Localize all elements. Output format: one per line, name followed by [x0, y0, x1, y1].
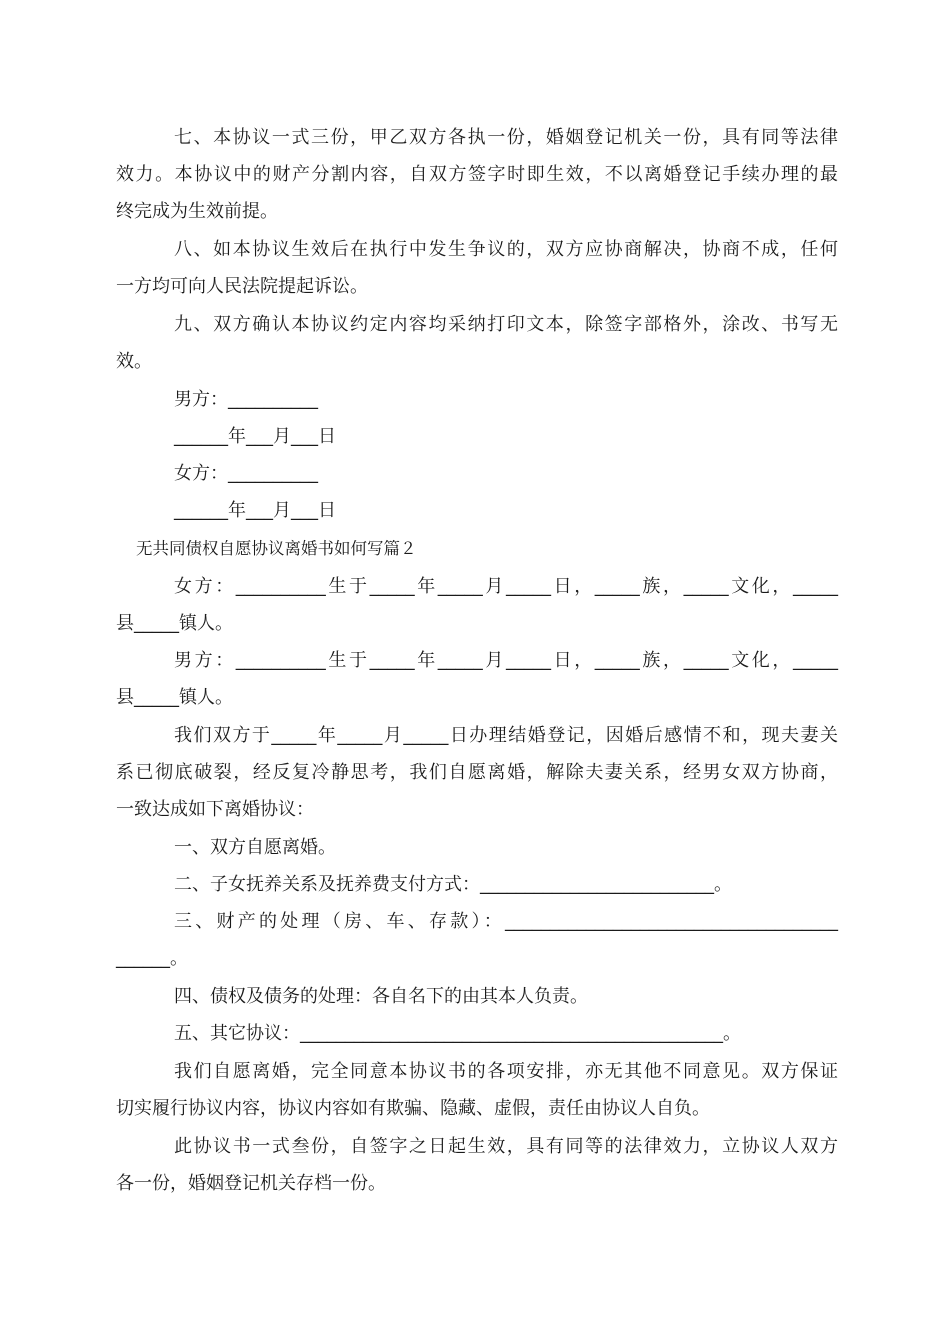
female-info-line-1: 女方：__________生于_____年_____月_____日，_____族，_____文化，_____ [174, 576, 838, 597]
intro-line-1: 我们双方于_____年_____月_____日办理结婚登记，因婚后感情不和，现夫妻关 [174, 725, 838, 746]
item-4: 四、债权及债务的处理：各自名下的由其本人负责。 [174, 986, 588, 1007]
female-signature: 女方：__________ [174, 463, 318, 484]
section-title: 无共同债权自愿协议离婚书如何写篇２ [136, 539, 417, 558]
male-signature: 男方：__________ [174, 389, 318, 410]
clause-7-line-2: 效力。本协议中的财产分割内容，自双方签字时即生效，不以离婚登记手续办理的最 [116, 164, 838, 185]
female-info-line-2: 县_____镇人。 [116, 613, 233, 634]
clause-9-line-1: 九、双方确认本协议约定内容均采纳打印文本，除签字部格外，涂改、书写无 [174, 314, 838, 335]
closing-1-line-2: 切实履行协议内容，协议内容如有欺骗、隐藏、虚假，责任由协议人自负。 [116, 1098, 710, 1119]
closing-1-line-1: 我们自愿离婚，完全同意本协议书的各项安排，亦无其他不同意见。双方保证 [174, 1061, 838, 1082]
male-info-line-2: 县_____镇人。 [116, 687, 233, 708]
item-3-line-1: 三、财产的处理（房、车、存款）：_____________________________________ [174, 911, 838, 932]
item-3-line-2: ______。 [116, 948, 188, 969]
intro-line-2: 系已彻底破裂，经反复冷静思考，我们自愿离婚，解除夫妻关系，经男女双方协商， [116, 762, 838, 783]
item-1: 一、双方自愿离婚。 [174, 837, 336, 858]
clause-8-line-2: 一方均可向人民法院提起诉讼。 [116, 276, 368, 297]
closing-2-line-2: 各一份，婚姻登记机关存档一份。 [116, 1173, 386, 1194]
male-info-line-1: 男方：__________生于_____年_____月_____日，_____族，_____文化，_____ [174, 650, 838, 671]
closing-2-line-1: 此协议书一式叁份，自签字之日起生效，具有同等的法律效力，立协议人双方 [174, 1136, 838, 1157]
clause-9-line-2: 效。 [116, 351, 152, 372]
item-2: 二、子女抚养关系及抚养费支付方式：__________________________。 [174, 874, 732, 895]
clause-8-line-1: 八、如本协议生效后在执行中发生争议的，双方应协商解决，协商不成，任何 [174, 239, 838, 260]
female-signature-date: ______年___月___日 [174, 500, 336, 521]
item-5: 五、其它协议：_______________________________________________。 [174, 1023, 741, 1044]
intro-line-3: 一致达成如下离婚协议： [116, 799, 314, 820]
clause-7-line-3: 终完成为生效前提。 [116, 201, 278, 222]
clause-7-line-1: 七、本协议一式三份，甲乙双方各执一份，婚姻登记机关一份，具有同等法律 [174, 127, 838, 148]
male-signature-date: ______年___月___日 [174, 426, 336, 447]
